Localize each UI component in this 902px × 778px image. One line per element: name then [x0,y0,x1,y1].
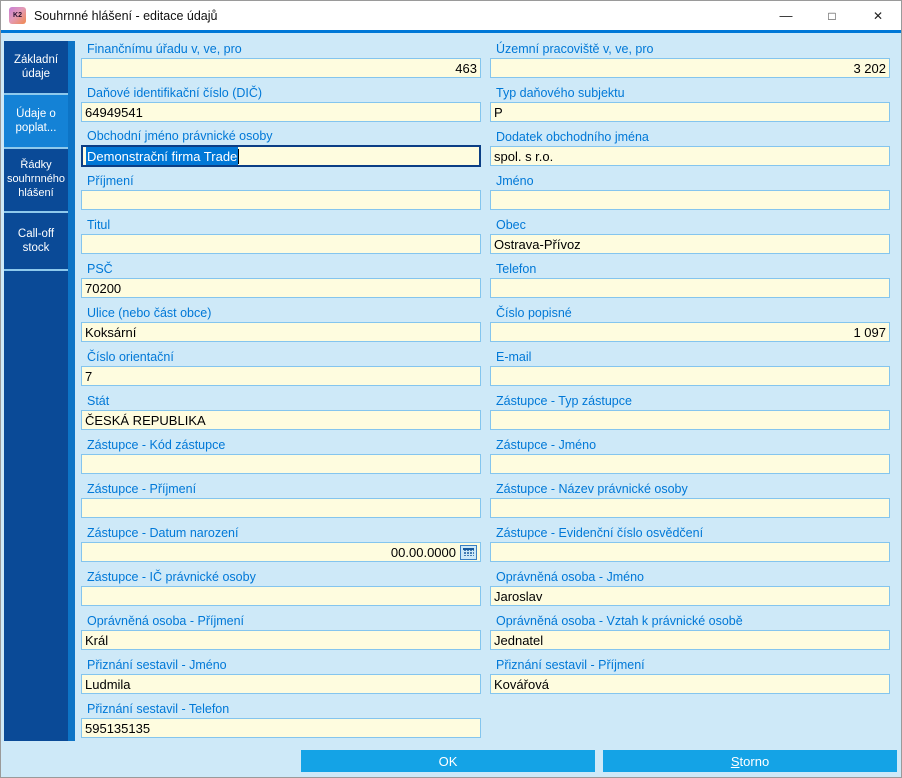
minimize-icon[interactable]: — [779,8,793,23]
field-group [490,349,890,386]
field-input[interactable] [81,102,481,122]
field-input[interactable] [81,718,481,738]
field-group [81,657,481,694]
field-group [490,569,890,606]
field-label: Dodatek obchodního jména [496,130,649,144]
field-label: Zástupce - Název právnické osoby [496,482,688,496]
field-label: Zástupce - Jméno [496,438,597,452]
field-label: Zástupce - Příjmení [87,482,197,496]
field-group [81,128,481,167]
field-label: Přiznání sestavil - Jméno [87,658,227,672]
form-area [81,41,890,745]
field-value: spol. s r.o. [494,148,554,164]
field-input[interactable] [490,586,890,606]
field-value: 70200 [85,280,122,296]
sidebar-tab-udaje-o-poplatnikovi[interactable]: Údaje o poplat... [4,95,68,147]
field-value: Koksární [85,324,137,340]
field-value: Jednatel [494,632,544,648]
field-value: Ludmila [85,676,131,692]
field-label: Daňové identifikační číslo (DIČ) [87,86,263,100]
form-column-right [490,41,890,745]
field-value: 00.00.0000 [390,544,456,560]
field-group [81,393,481,430]
field-input[interactable] [81,190,481,210]
maximize-icon[interactable]: □ [828,8,836,23]
field-input[interactable] [81,366,481,386]
field-input[interactable] [490,542,890,562]
accent-divider [1,30,901,33]
field-label: Číslo orientační [87,350,174,364]
field-label: Titul [87,218,111,232]
field-value: Král [85,632,109,648]
field-group [490,657,890,694]
field-label: Číslo popisné [496,306,572,320]
field-label: Obec [496,218,526,232]
field-group [81,217,481,254]
sidebar-tab-call-off-stock[interactable]: Call-off stock [4,213,68,269]
field-group [81,437,481,474]
field-group [490,393,890,430]
sidebar-tab-radky-souhrnneho-hlaseni[interactable]: Řádky souhrnného hlášení [4,149,68,211]
field-value: 595135135 [85,720,151,736]
field-input[interactable] [81,498,481,518]
field-input[interactable] [490,322,890,342]
field-label: Oprávněná osoba - Příjmení [87,614,245,628]
field-group [81,481,481,518]
field-input[interactable] [81,322,481,342]
field-value: 3 202 [853,60,886,76]
field-group [490,437,890,474]
field-group [81,525,481,562]
field-value: ČESKÁ REPUBLIKA [85,412,206,428]
sidebar-tab-zakladni-udaje[interactable]: Základní údaje [4,41,68,93]
field-input[interactable] [490,454,890,474]
field-group [490,173,890,210]
close-icon[interactable]: ✕ [872,8,884,23]
field-value: P [494,104,503,120]
window-title: Souhrnné hlášení - editace údajů [34,8,218,23]
field-group [81,305,481,342]
field-input[interactable] [490,674,890,694]
field-group [490,41,890,78]
sidebar-accent-strip [68,41,75,741]
field-label: Stát [87,394,110,408]
storno-button[interactable]: S torno [603,750,897,772]
field-input[interactable] [81,674,481,694]
field-value: Demonstrační firma Trade [87,148,238,164]
field-input[interactable] [81,145,481,167]
sidebar-filler [4,271,68,741]
field-input[interactable] [490,58,890,78]
window-controls [763,1,901,30]
field-input[interactable] [81,410,481,430]
field-input[interactable] [490,102,890,122]
field-label: Ulice (nebo část obce) [87,306,212,320]
field-input[interactable] [490,146,890,166]
field-group [81,173,481,210]
field-group [490,129,890,166]
field-value: Kovářová [494,676,549,692]
field-input[interactable] [81,454,481,474]
field-input[interactable] [81,234,481,254]
field-input[interactable] [81,278,481,298]
field-group [490,525,890,562]
field-input[interactable] [490,278,890,298]
field-input[interactable] [490,630,890,650]
field-label: Oprávněná osoba - Jméno [496,570,645,584]
field-value: Jaroslav [494,588,543,604]
field-value: Ostrava-Přívoz [494,236,581,252]
field-label: Zástupce - Evidenční číslo osvědčení [496,526,704,540]
field-group [490,261,890,298]
k2-logo-icon: K2 [9,7,26,24]
field-value: 64949541 [85,104,143,120]
field-label: Územní pracoviště v, ve, pro [496,42,654,56]
field-label: Přiznání sestavil - Příjmení [496,658,645,672]
field-value: 7 [85,368,93,384]
field-label: Příjmení [87,174,134,188]
field-group [81,349,481,386]
field-value: 1 097 [853,324,886,340]
field-label: Zástupce - Kód zástupce [87,438,226,452]
field-input[interactable] [490,190,890,210]
field-label: Oprávněná osoba - Vztah k právnické osobě [496,614,743,628]
field-group [81,41,481,78]
field-group [81,569,481,606]
field-label: Jméno [496,174,534,188]
field-label: Obchodní jméno právnické osoby [87,129,273,143]
field-input[interactable] [81,586,481,606]
field-input[interactable] [490,410,890,430]
field-group [490,613,890,650]
field-input[interactable] [490,234,890,254]
field-group [81,261,481,298]
field-label: Zástupce - Typ zástupce [496,394,632,408]
field-label: Přiznání sestavil - Telefon [87,702,230,716]
field-input[interactable] [81,58,481,78]
field-value: 463 [455,60,477,76]
calendar-button[interactable] [460,545,477,560]
field-input[interactable] [490,498,890,518]
field-label: Finančnímu úřadu v, ve, pro [87,42,242,56]
field-label: Typ daňového subjektu [496,86,625,100]
field-group [81,613,481,650]
text-caret [238,149,239,164]
field-input[interactable] [81,542,481,562]
ok-button[interactable]: OK [301,750,595,772]
field-group [81,701,481,738]
field-group [81,85,481,122]
title-bar [1,1,901,30]
field-group [490,217,890,254]
field-group [490,481,890,518]
dialog-buttons [301,750,897,772]
field-label: E-mail [496,350,532,364]
field-input[interactable] [81,630,481,650]
calendar-icon [463,548,474,556]
field-label: Zástupce - Datum narození [87,526,239,540]
field-label: PSČ [87,262,113,276]
field-label: Zástupce - IČ právnické osoby [87,570,256,584]
form-column-left [81,41,481,745]
field-group [490,305,890,342]
field-input[interactable] [490,366,890,386]
field-label: Telefon [496,262,537,276]
field-group [490,85,890,122]
sidebar-tab-bar [4,41,68,741]
